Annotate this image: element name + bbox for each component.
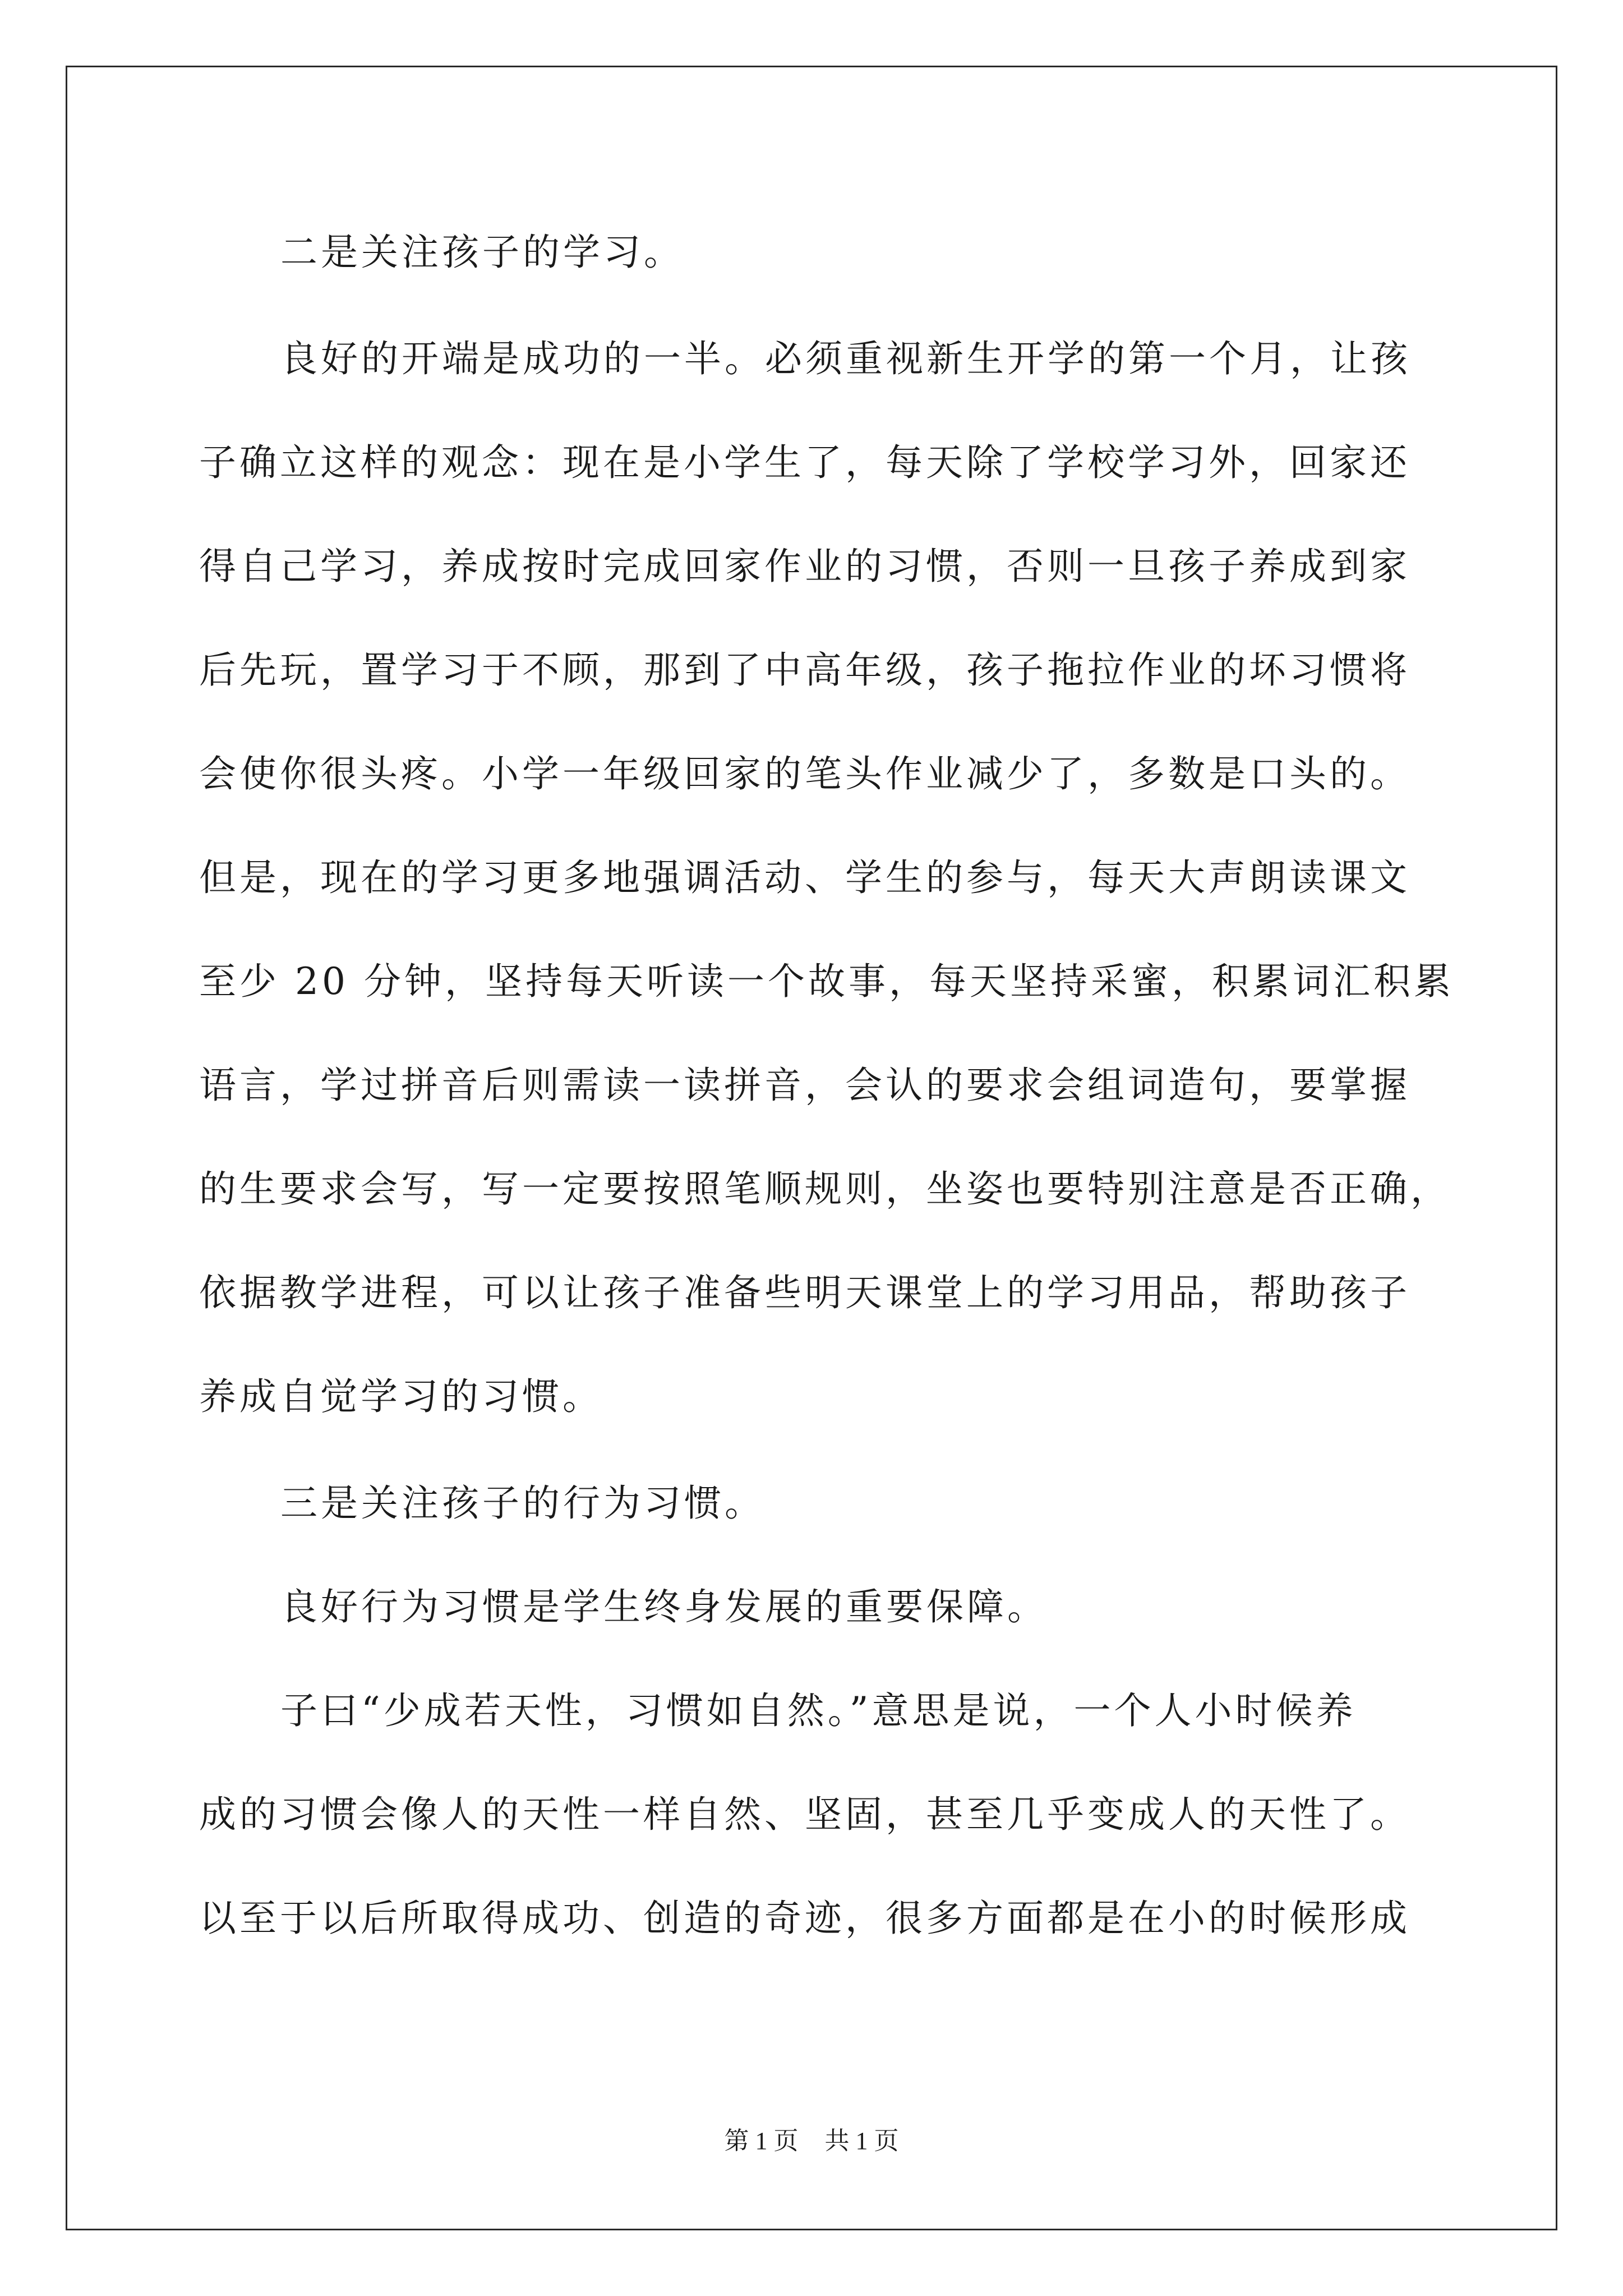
- body-line: 但是，现在的学习更多地强调活动、学生的参与，每天大声朗读课文: [199, 856, 1410, 899]
- body-line: 良好的开端是成功的一半。必须重视新生开学的第一个月，让孩: [280, 337, 1411, 380]
- body-line: 语言，学过拼音后则需读一读拼音，会认的要求会组词造句，要掌握: [199, 1064, 1410, 1107]
- body-line: 子曰“少成若天性，习惯如自然。”意思是说，一个人小时候养: [280, 1689, 1357, 1732]
- body-line: 后先玩，置学习于不顾，那到了中高年级，孩子拖拉作业的坏习惯将: [199, 648, 1410, 692]
- page-total: 共 1 页: [824, 2127, 899, 2155]
- paragraph-heading: 三是关注孩子的行为习惯。: [280, 1481, 765, 1525]
- body-line: 的生要求会写，写一定要按照笔顺规则，坐姿也要特别注意是否正确，: [199, 1167, 1451, 1211]
- body-line: 成的习惯会像人的天性一样自然、坚固，甚至几乎变成人的天性了。: [199, 1793, 1410, 1836]
- body-line: 得自己学习，养成按时完成回家作业的习惯，否则一旦孩子养成到家: [199, 545, 1410, 588]
- body-line: 以至于以后所取得成功、创造的奇迹，很多方面都是在小的时候形成: [199, 1897, 1410, 1940]
- body-line: 至少 20 分钟，坚持每天听读一个故事，每天坚持采蜜，积累词汇积累: [199, 960, 1454, 1003]
- body-line: 依据教学进程，可以让孩子准备些明天课堂上的学习用品，帮助孩子: [199, 1271, 1410, 1314]
- body-line: 子确立这样的观念：现在是小学生了，每天除了学校学习外，回家还: [199, 441, 1410, 484]
- body-line: 良好行为习惯是学生终身发展的重要保障。: [280, 1585, 1048, 1628]
- paragraph-heading: 二是关注孩子的学习。: [280, 231, 684, 274]
- page-footer: [0, 2126, 1623, 2156]
- body-line: 养成自觉学习的习惯。: [199, 1375, 603, 1418]
- page-number: 第 1 页: [724, 2127, 799, 2155]
- body-line: 会使你很头疼。小学一年级回家的笔头作业减少了，多数是口头的。: [199, 752, 1410, 795]
